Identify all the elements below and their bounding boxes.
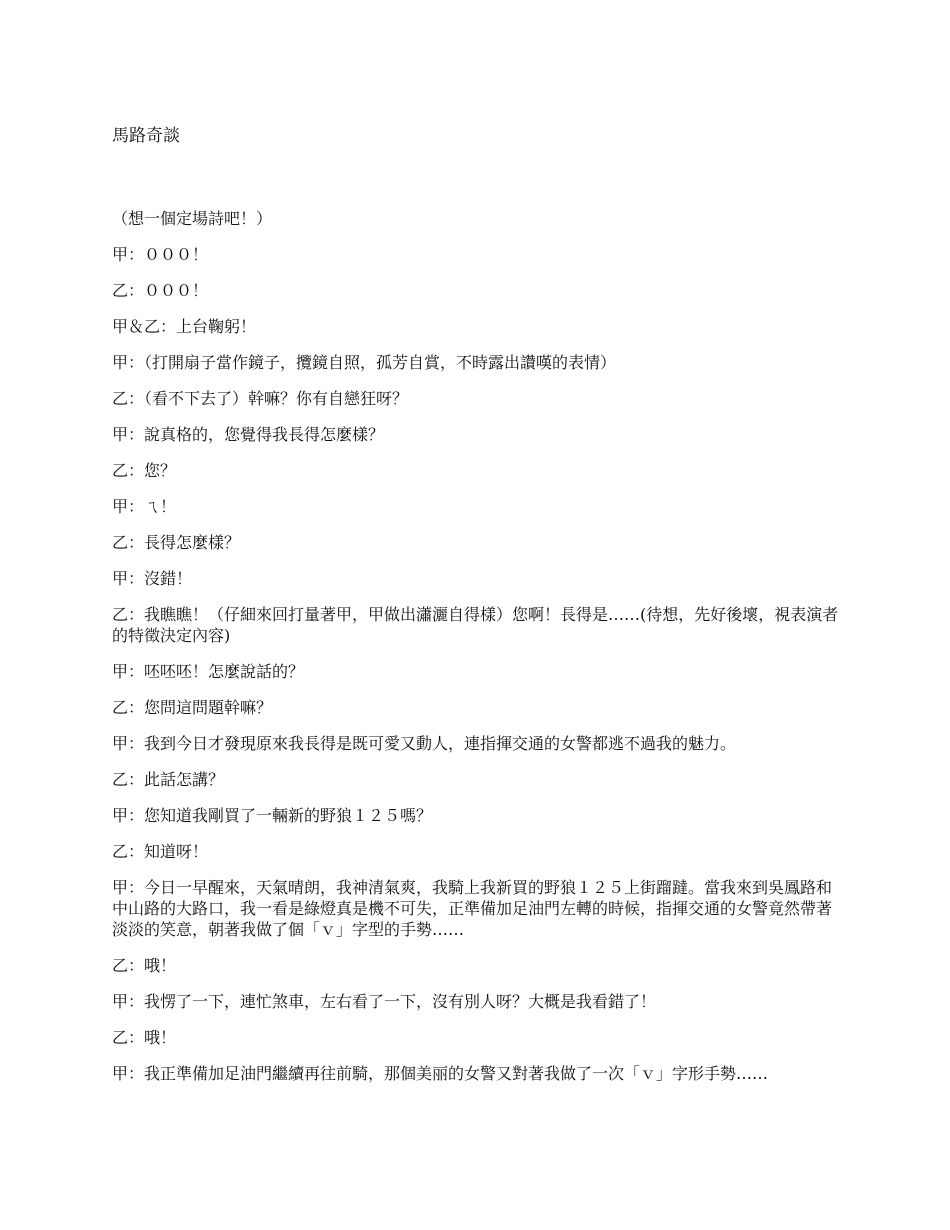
dialogue-line: 甲：我愣了一下，連忙煞車，左右看了一下，沒有別人呀？大概是我看錯了！ — [112, 992, 657, 1011]
dialogue-line: 甲：我正準備加足油門繼續再往前騎，那個美丽的女警又對著我做了一次「ｖ」字形手勢…… — [112, 1064, 769, 1083]
dialogue-line: 乙：我瞧瞧！（仔細來回打量著甲，甲做出瀟灑自得樣）您啊！長得是……(待想，先好後壞，視表演者的特徵決定內容) — [112, 605, 839, 645]
dialogue-line: 甲：ㄟ！ — [112, 497, 177, 516]
dialogue-line: 甲＆乙：上台鞠躬！ — [112, 317, 257, 336]
document-title: 馬路奇談 — [112, 126, 180, 146]
dialogue-line: 甲：您知道我剛買了一輛新的野狼１２５嗎？ — [112, 806, 433, 825]
dialogue-line: 乙：０００！ — [112, 281, 209, 300]
dialogue-line: 甲：（打開扇子當作鏡子，攬鏡自照，孤芳自賞，不時露出讚嘆的表情） — [112, 353, 617, 372]
dialogue-line: 乙：知道呀！ — [112, 842, 209, 861]
document-page — [112, 122, 842, 1099]
dialogue-line: 甲：沒錯！ — [112, 569, 193, 588]
dialogue-line: 甲：０００！ — [112, 245, 209, 264]
dialogue-line: 乙：哦！ — [112, 1028, 177, 1047]
dialogue-line: 乙：您問這問題幹嘛？ — [112, 698, 273, 717]
dialogue-line: （想一個定場詩吧！） — [112, 209, 273, 228]
dialogue-line: 乙：（看不下去了）幹嘛？你有自戀狂呀？ — [112, 389, 409, 408]
dialogue-line: 甲：呸呸呸！怎麼說話的？ — [112, 662, 305, 681]
dialogue-line: 甲：說真格的，您覺得我長得怎麼樣？ — [112, 425, 385, 444]
dialogue-line: 乙：您？ — [112, 461, 177, 480]
dialogue-line: 乙：長得怎麼樣？ — [112, 533, 241, 552]
dialogue-body — [112, 208, 842, 1084]
dialogue-line: 甲：我到今日才發現原來我長得是既可愛又動人，連指揮交通的女警都逃不過我的魅力。 — [112, 734, 737, 753]
dialogue-line: 甲：今日一早醒來，天氣晴朗，我神清氣爽，我騎上我新買的野狼１２５上街蹓躂。當我來到吳鳳路和中山路的大路口，我一看是綠燈真是機不可失，正準備加足油門左轉的時候，指揮交通的女警竟然帶著淡淡的笑意，朝著我做了個「ｖ」字型的手勢…… — [112, 878, 833, 939]
dialogue-line: 乙：此話怎講？ — [112, 770, 225, 789]
dialogue-line: 乙：哦！ — [112, 956, 177, 975]
